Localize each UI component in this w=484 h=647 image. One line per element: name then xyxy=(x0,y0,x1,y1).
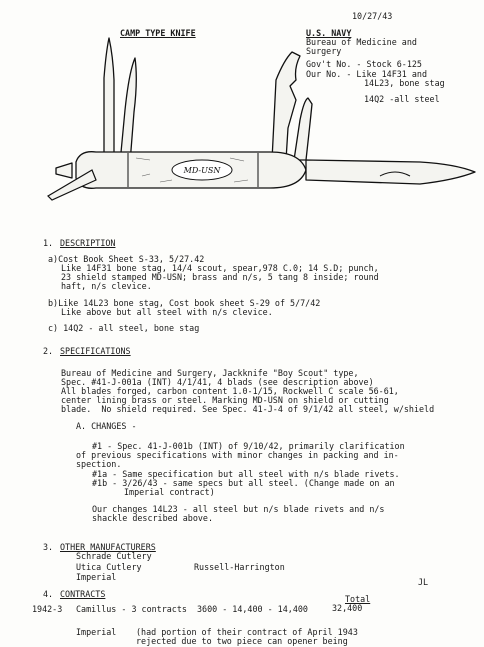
description-c-1: c) 14Q2 - all steel, bone stag xyxy=(48,323,200,333)
manufacturer-schrade: Schrade Cutlery xyxy=(76,551,152,561)
description-b-2: Like above but all steel with n/s clevice. xyxy=(61,307,273,317)
spec-line-2: Spec. #41-J-001a (INT) 4/1/41, 4 blads (see description above) xyxy=(61,377,374,387)
our-number-line-1: Our No. - Like 14F31 and xyxy=(306,69,428,79)
specifications-number: 2. xyxy=(43,346,54,356)
change-line-1: #1 - Spec. 41-J-001b (INT) of 9/10/42, primarily clarification xyxy=(92,441,405,451)
description-b-1: b)Like 14L23 bone stag, Cost book sheet S-29 of 5/7/42 xyxy=(48,298,321,308)
change-line-7: Our changes 14L23 - all steel but n/s blade rivets and n/s xyxy=(92,504,385,514)
change-line-8: shackle described above. xyxy=(92,513,214,523)
specifications-heading: SPECIFICATIONS xyxy=(60,346,131,356)
agency-line-3: Surgery xyxy=(306,46,342,56)
spec-line-1: Bureau of Medicine and Surgery, Jackknife "Boy Scout" type, xyxy=(61,368,359,378)
change-line-6: Imperial contract) xyxy=(124,487,215,497)
document-title: CAMP TYPE KNIFE xyxy=(120,28,196,38)
changes-heading: A. CHANGES - xyxy=(76,421,137,431)
manufacturer-utica: Utica Cutlery xyxy=(76,562,142,572)
imperial-note-2: rejected due to two piece can opener being xyxy=(136,636,348,646)
manufacturers-heading: OTHER MANUFACTURERS xyxy=(60,542,156,552)
contract-total: 32,400 xyxy=(332,603,363,613)
contracts-heading: CONTRACTS xyxy=(60,589,106,599)
description-a-1: a)Cost Book Sheet S-33, 5/27.42 xyxy=(48,254,205,264)
description-number: 1. xyxy=(43,238,54,248)
initials: JL xyxy=(418,577,429,587)
imperial-label: Imperial xyxy=(76,627,117,637)
manufacturer-imperial: Imperial xyxy=(76,572,117,582)
handle-marking: MD-USN xyxy=(183,166,221,175)
knife-illustration xyxy=(0,0,484,240)
imperial-note-1: (had portion of their contract of April 1943 xyxy=(136,627,358,637)
description-a-2: Like 14F31 bone stag, 14/4 scout, spear,978 C.0; 14 S.D; punch, xyxy=(61,263,379,273)
spec-line-4: center lining brass or steel. Marking MD-USN on shield or cutting xyxy=(61,395,389,405)
spec-line-5: blade. No shield required. See Spec. 41-J-4 of 9/1/42 all steel, w/shield xyxy=(61,404,435,414)
contract-row-camillus: Camillus - 3 contracts 3600 - 14,400 - 14,400 xyxy=(76,604,308,614)
our-number-line-3: 14Q2 -all steel xyxy=(364,94,440,104)
manufacturers-number: 3. xyxy=(43,542,54,552)
change-line-2: of previous specifications with minor changes in packing and in- xyxy=(76,450,399,460)
description-heading: DESCRIPTION xyxy=(60,238,116,248)
description-a-4: haft, n/s clevice. xyxy=(61,281,152,291)
contracts-number: 4. xyxy=(43,589,54,599)
change-line-5: #1b - 3/26/43 - same specs but all steel. (Change made on an xyxy=(92,478,395,488)
agency-name: U.S. NAVY xyxy=(306,28,352,38)
our-number-line-2: 14L23, bone stag xyxy=(364,78,445,88)
manufacturer-russell-harrington: Russell-Harrington xyxy=(194,562,285,572)
change-line-4: #1a - Same specification but all steel with n/s blade rivets. xyxy=(92,469,400,479)
spec-line-3: All blades forged, carbon content 1.0-1/15, Rockwell C scale 56-61, xyxy=(61,386,399,396)
change-line-3: spection. xyxy=(76,459,122,469)
contract-year: 1942-3 xyxy=(32,604,63,614)
stock-number: Gov't No. - Stock 6-125 xyxy=(306,59,422,69)
agency-line-2: Bureau of Medicine and xyxy=(306,37,417,47)
document-date: 10/27/43 xyxy=(352,11,393,21)
description-a-3: 23 shield stamped MD-USN; brass and n/s, 5 tang 8 inside; round xyxy=(61,272,379,282)
total-label: Total xyxy=(345,594,371,604)
